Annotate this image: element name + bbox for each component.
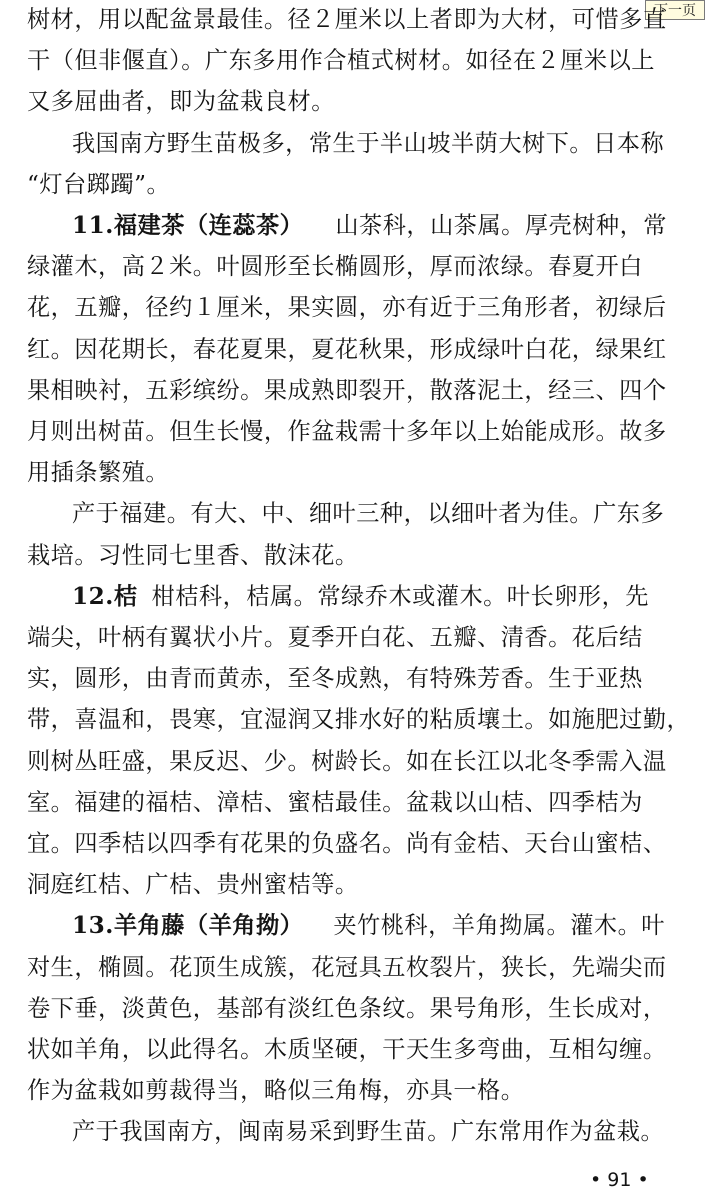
text-line: 洞庭红桔、广桔、贵州蜜桔等。 bbox=[27, 871, 359, 898]
text-line: 果相映衬，五彩缤纷。果成熟即裂开，散落泥土，经三、四个 bbox=[27, 377, 667, 404]
text-line: 实，圆形，由青而黄赤，至冬成熟，有特殊芳香。生于亚热 bbox=[27, 665, 643, 692]
text-line: “灯台踯躅”。 bbox=[27, 171, 171, 198]
next-page-button[interactable]: 下一页 bbox=[645, 0, 705, 20]
text-line: 花，五瓣，径约１厘米，果实圆，亦有近于三角形者，初绿后 bbox=[27, 294, 667, 321]
text-line: 树材，用以配盆景最佳。径２厘米以上者即为大材，可惜多直 bbox=[27, 6, 667, 33]
text-line: 带，喜温和，畏寒，宜湿润又排水好的粘质壤土。如施肥过勤， bbox=[27, 706, 691, 733]
text-line: 月则出树苗。但生长慢，作盆栽需十多年以上始能成形。故多 bbox=[27, 418, 667, 445]
text-span: 山茶科，山茶属。厚壳树种，常 bbox=[335, 212, 667, 239]
entry-12-heading: 12.桔 bbox=[72, 583, 138, 610]
text-line: 干（但非偃直）。广东多用作合植式树材。如径在２厘米以上 bbox=[27, 47, 655, 74]
text-line: 又多屈曲者，即为盆栽良材。 bbox=[27, 88, 335, 115]
text-span: 夹竹桃科，羊角拗属。灌木。叶 bbox=[333, 912, 665, 939]
text-line: 栽培。习性同七里香、散沫花。 bbox=[27, 542, 359, 569]
entry-12-first-line bbox=[72, 583, 700, 611]
text-line: 产于福建。有大、中、细叶三种，以细叶者为佳。广东多 bbox=[72, 500, 665, 527]
entry-13-heading: 13.羊角藤（羊角拗） bbox=[72, 912, 304, 939]
text-line: 作为盆栽如剪裁得当，略似三角梅，亦具一格。 bbox=[27, 1077, 525, 1104]
page-number: • 91 • bbox=[590, 1169, 649, 1191]
text-line: 用插条繁殖。 bbox=[27, 459, 170, 486]
text-line: 室。福建的福桔、漳桔、蜜桔最佳。盆栽以山桔、四季桔为 bbox=[27, 789, 643, 816]
text-line: 端尖，叶柄有翼状小片。夏季开白花、五瓣、清香。花后结 bbox=[27, 624, 643, 651]
text-line: 产于我国南方，闽南易采到野生苗。广东常用作为盆栽。 bbox=[72, 1118, 665, 1145]
text-line: 宜。四季桔以四季有花果的负盛名。尚有金桔、天台山蜜桔、 bbox=[27, 830, 667, 857]
text-line: 我国南方野生苗极多，常生于半山坡半荫大树下。日本称 bbox=[72, 130, 665, 157]
text-line: 绿灌木，高２米。叶圆形至长椭圆形，厚而浓绿。春夏开白 bbox=[27, 253, 643, 280]
text-line: 红。因花期长，春花夏果，夏花秋果，形成绿叶白花，绿果红 bbox=[27, 336, 667, 363]
text-line: 卷下垂，淡黄色，基部有淡红色条纹。果号角形，生长成对， bbox=[27, 995, 667, 1022]
text-line: 对生，椭圆。花顶生成簇，花冠具五枚裂片，狭长，先端尖而 bbox=[27, 954, 667, 981]
text-line: 则树丛旺盛，果反迟、少。树龄长。如在长江以北冬季需入温 bbox=[27, 748, 667, 775]
text-line: 状如羊角，以此得名。木质坚硬，干天生多弯曲，互相勾缠。 bbox=[27, 1036, 667, 1063]
entry-11-first-line bbox=[72, 212, 700, 240]
text-span: 柑桔科，桔属。常绿乔木或灌木。叶长卵形，先 bbox=[151, 583, 649, 610]
entry-13-first-line bbox=[72, 912, 700, 940]
entry-11-heading: 11.福建茶（连蕊茶） bbox=[72, 212, 304, 239]
